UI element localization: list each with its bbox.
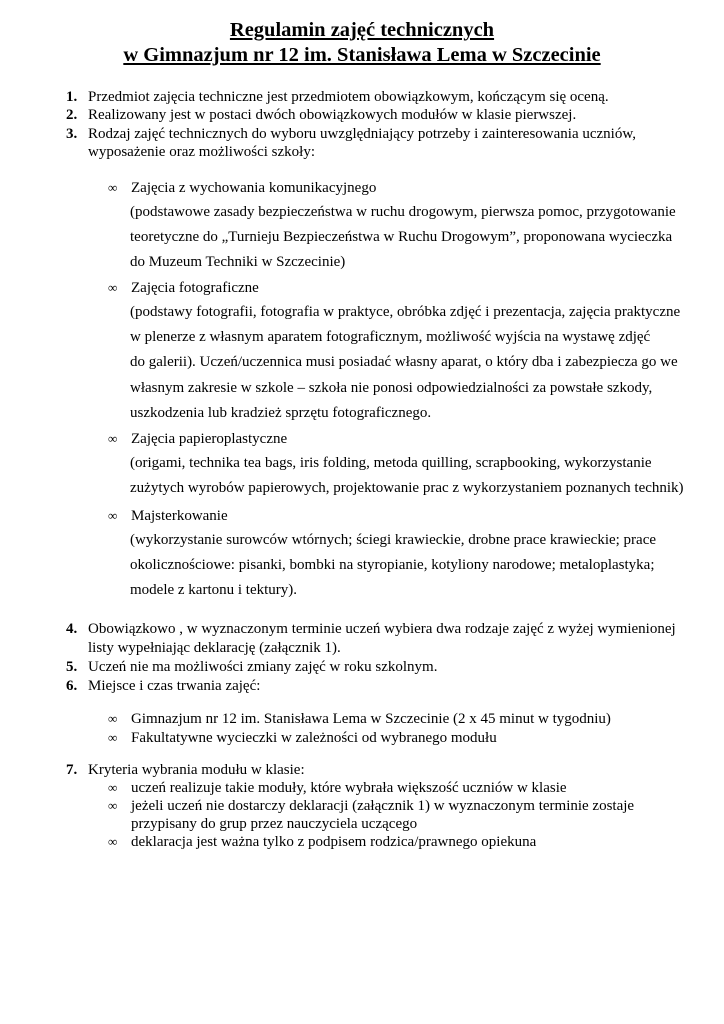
list-number: 2. — [66, 107, 78, 123]
list-item-text: Obowiązkowo , w wyznaczonym terminie uczeń wybiera dwa rodzaje zajęć z wyżej wymienionej — [88, 621, 676, 637]
module-description: w plenerze z własnym aparatem fotograficznym, możliwość wyjścia na wystawę zdjęć — [130, 329, 651, 346]
module-name: Zajęcia z wychowania komunikacyjnego — [131, 180, 377, 196]
infinity-bullet-icon: ∞ — [108, 431, 118, 446]
list-item-text: Miejsce i czas trwania zajęć: — [88, 678, 261, 694]
infinity-bullet-icon: ∞ — [108, 711, 118, 726]
list-item-text: Przedmiot zajęcia techniczne jest przedmiotem obowiązkowym, kończącym się oceną. — [88, 89, 609, 105]
module-description: zużytych wyrobów papierowych, projektowanie prac z wykorzystaniem poznanych technik) — [130, 480, 684, 497]
module-name: Zajęcia fotograficzne — [131, 280, 259, 296]
list-number: 4. — [66, 621, 78, 637]
list-item-text: listy wypełniając deklarację (załącznik 1). — [88, 640, 341, 656]
document-title-line-1: Regulamin zajęć technicznych — [229, 19, 495, 41]
module-description: uszkodzenia lub kradzież sprzętu fotograficznego. — [130, 404, 432, 421]
bullet-text: uczeń realizuje takie moduły, które wybrała większość uczniów w klasie — [131, 780, 567, 796]
module-description: (origami, technika tea bags, iris folding, metoda quilling, scrapbooking, wykorzystanie — [130, 455, 652, 471]
list-number: 7. — [66, 762, 78, 778]
infinity-bullet-icon: ∞ — [108, 508, 118, 523]
infinity-bullet-icon: ∞ — [108, 180, 118, 195]
module-description: okolicznościowe: pisanki, bombki na styropianie, kotyliony narodowe; metaloplastyka; — [130, 557, 655, 574]
module-name: Majsterkowanie — [131, 508, 228, 524]
module-description: własnym zakresie w szkole – szkoła nie ponosi odpowiedzialności za powstałe szkody, — [130, 379, 653, 396]
bullet-text: Fakultatywne wycieczki w zależności od wybranego modułu — [131, 730, 497, 746]
bullet-text: jeżeli uczeń nie dostarczy deklaracji (załącznik 1) w wyznaczonym terminie zostaje — [131, 798, 635, 814]
module-description: do Muzeum Techniki w Szczecinie) — [130, 254, 346, 271]
bullet-text: przypisany do grup przez nauczyciela uczącego — [131, 816, 418, 832]
list-item-text: Rodzaj zajęć technicznych do wyboru uwzględniający potrzeby i zainteresowania uczniów, — [88, 126, 636, 142]
infinity-bullet-icon: ∞ — [108, 780, 118, 795]
infinity-bullet-icon: ∞ — [108, 280, 118, 295]
module-description: (wykorzystanie surowców wtórnych; ściegi krawieckie, drobne prace krawieckie; prace — [130, 532, 657, 548]
bullet-text: Gimnazjum nr 12 im. Stanisława Lema w Szczecinie (2 x 45 minut w tygodniu) — [131, 711, 611, 727]
infinity-bullet-icon: ∞ — [108, 798, 118, 813]
module-description: teoretyczne do „Turnieju Bezpieczeństwa w Ruchu Drogowym”, proponowana wycieczka — [130, 229, 673, 246]
module-description: (podstawowe zasady bezpieczeństwa w ruchu drogowym, pierwsza pomoc, przygotowanie — [130, 204, 676, 220]
list-item-text: Uczeń nie ma możliwości zmiany zajęć w roku szkolnym. — [88, 659, 438, 675]
list-item-text: Kryteria wybrania modułu w klasie: — [88, 762, 305, 778]
list-item-text: wyposażenie oraz możliwości szkoły: — [88, 144, 316, 160]
list-item-text: Realizowany jest w postaci dwóch obowiązkowych modułów w klasie pierwszej. — [88, 107, 577, 123]
list-number: 5. — [66, 659, 78, 675]
bullet-text: deklaracja jest ważna tylko z podpisem rodzica/prawnego opiekuna — [131, 834, 537, 850]
module-description: modele z kartonu i tektury). — [130, 582, 298, 599]
document-title-line-2: w Gimnazjum nr 12 im. Stanisława Lema w Szczecinie — [123, 44, 601, 66]
list-number: 1. — [66, 89, 78, 105]
infinity-bullet-icon: ∞ — [108, 730, 118, 745]
module-name: Zajęcia papieroplastyczne — [131, 431, 288, 447]
module-description: (podstawy fotografii, fotografia w praktyce, obróbka zdjęć i prezentacja, zajęcia praktyczne — [130, 304, 681, 320]
module-description: do galerii). Uczeń/uczennica musi posiadać własny aparat, o który dba i zabezpiecza go we — [130, 354, 678, 371]
list-number: 3. — [66, 126, 78, 142]
infinity-bullet-icon: ∞ — [108, 834, 118, 849]
list-number: 6. — [66, 678, 78, 694]
